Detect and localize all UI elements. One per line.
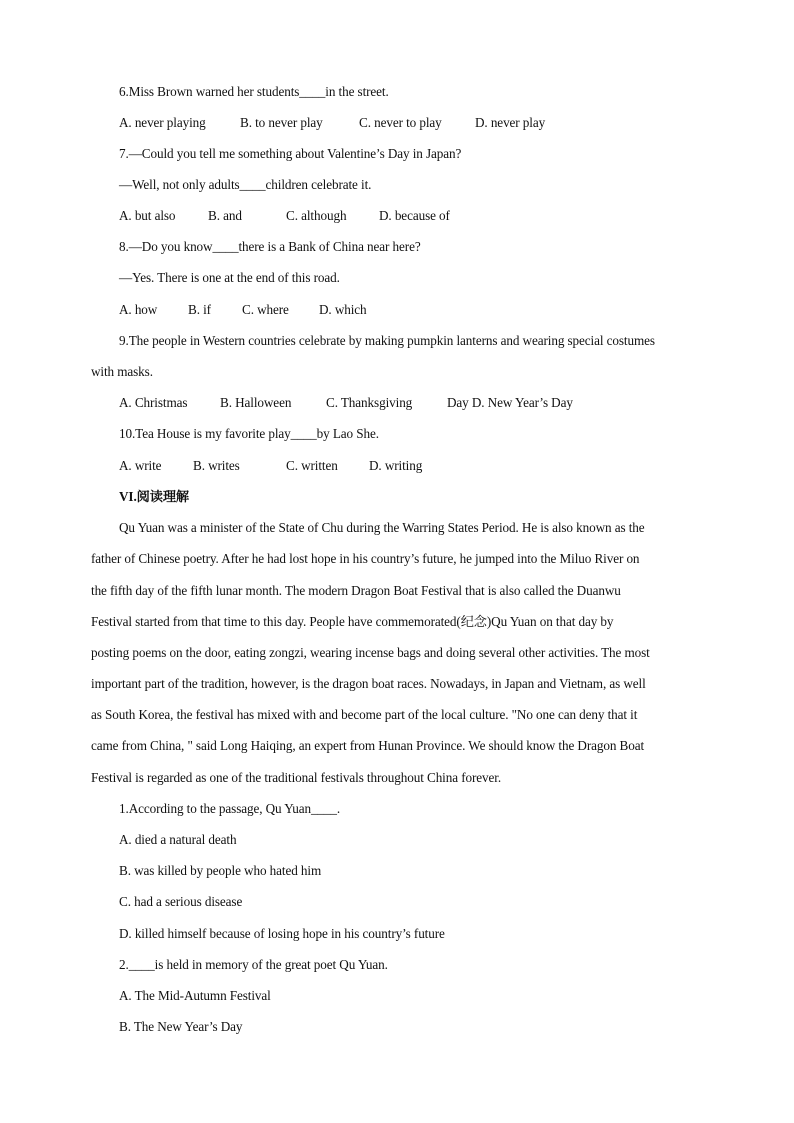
q10-option-d: D. writing bbox=[369, 458, 423, 473]
question-10-stem: 10.Tea House is my favorite play____by Lao She. bbox=[119, 426, 379, 441]
passage-line: Festival is regarded as one of the traditional festivals throughout China forever. bbox=[91, 770, 502, 785]
q6-option-a: A. never playing bbox=[119, 115, 206, 130]
q10-option-b: B. writes bbox=[193, 458, 240, 473]
passage-line: Qu Yuan was a minister of the State of Chu during the Warring States Period. He is also known as the bbox=[119, 520, 645, 535]
reading-q1-option-a: A. died a natural death bbox=[119, 832, 237, 847]
q10-option-a: A. write bbox=[119, 458, 162, 473]
question-8-reply: —Yes. There is one at the end of this road. bbox=[119, 270, 340, 285]
q8-option-d: D. which bbox=[319, 302, 367, 317]
q9-option-c: C. Thanksgiving bbox=[326, 395, 413, 410]
q9-option-b: B. Halloween bbox=[220, 395, 292, 410]
q6-option-b: B. to never play bbox=[240, 115, 323, 130]
q6-option-d: D. never play bbox=[475, 115, 546, 130]
reading-q1-option-d: D. killed himself because of losing hope in his country’s future bbox=[119, 926, 445, 941]
passage-line: important part of the tradition, however, is the dragon boat races. Nowadays, in Japan and Vietnam, as well bbox=[91, 676, 646, 691]
reading-question-2-stem: 2.____is held in memory of the great poet Qu Yuan. bbox=[119, 957, 388, 972]
passage-line: posting poems on the door, eating zongzi, wearing incense bags and doing several other activities. The most bbox=[91, 645, 650, 660]
section-heading: VI.阅读理解 bbox=[119, 489, 190, 504]
q8-option-c: C. where bbox=[242, 302, 289, 317]
passage-line: father of Chinese poetry. After he had lost hope in his country’s future, he jumped into the Miluo River on bbox=[91, 551, 640, 566]
passage-line: the fifth day of the fifth lunar month. The modern Dragon Boat Festival that is also called the Duanwu bbox=[91, 583, 621, 598]
q10-option-c: C. written bbox=[286, 458, 338, 473]
passage-line: came from China, " said Long Haiqing, an expert from Hunan Province. We should know the Dragon Boat bbox=[91, 738, 645, 753]
q9-option-a: A. Christmas bbox=[119, 395, 188, 410]
q6-option-c: C. never to play bbox=[359, 115, 442, 130]
question-8-stem: 8.—Do you know____there is a Bank of China near here? bbox=[119, 239, 421, 254]
q7-option-b: B. and bbox=[208, 208, 242, 223]
reading-question-1-stem: 1.According to the passage, Qu Yuan____. bbox=[119, 801, 341, 816]
question-6-stem: 6.Miss Brown warned her students____in the street. bbox=[119, 84, 389, 99]
question-9-stem-line-1: 9.The people in Western countries celebrate by making pumpkin lanterns and wearing special costumes bbox=[119, 333, 655, 348]
q7-option-a: A. but also bbox=[119, 208, 176, 223]
q8-option-b: B. if bbox=[188, 302, 211, 317]
question-9-stem-line-2: with masks. bbox=[91, 364, 153, 379]
question-7-reply: —Well, not only adults____children celebrate it. bbox=[119, 177, 372, 192]
passage-line: Festival started from that time to this day. People have commemorated(纪念)Qu Yuan on that day by bbox=[91, 614, 614, 629]
q8-option-a: A. how bbox=[119, 302, 158, 317]
passage-line: as South Korea, the festival has mixed with and become part of the local culture. "No one can deny that it bbox=[91, 707, 638, 722]
reading-q2-option-a: A. The Mid-Autumn Festival bbox=[119, 988, 271, 1003]
reading-q1-option-c: C. had a serious disease bbox=[119, 894, 243, 909]
reading-q1-option-b: B. was killed by people who hated him bbox=[119, 863, 322, 878]
q7-option-d: D. because of bbox=[379, 208, 450, 223]
q9-option-d: Day D. New Year’s Day bbox=[447, 395, 573, 410]
q7-option-c: C. although bbox=[286, 208, 347, 223]
reading-q2-option-b: B. The New Year’s Day bbox=[119, 1019, 243, 1034]
question-7-stem: 7.—Could you tell me something about Valentine’s Day in Japan? bbox=[119, 146, 462, 161]
